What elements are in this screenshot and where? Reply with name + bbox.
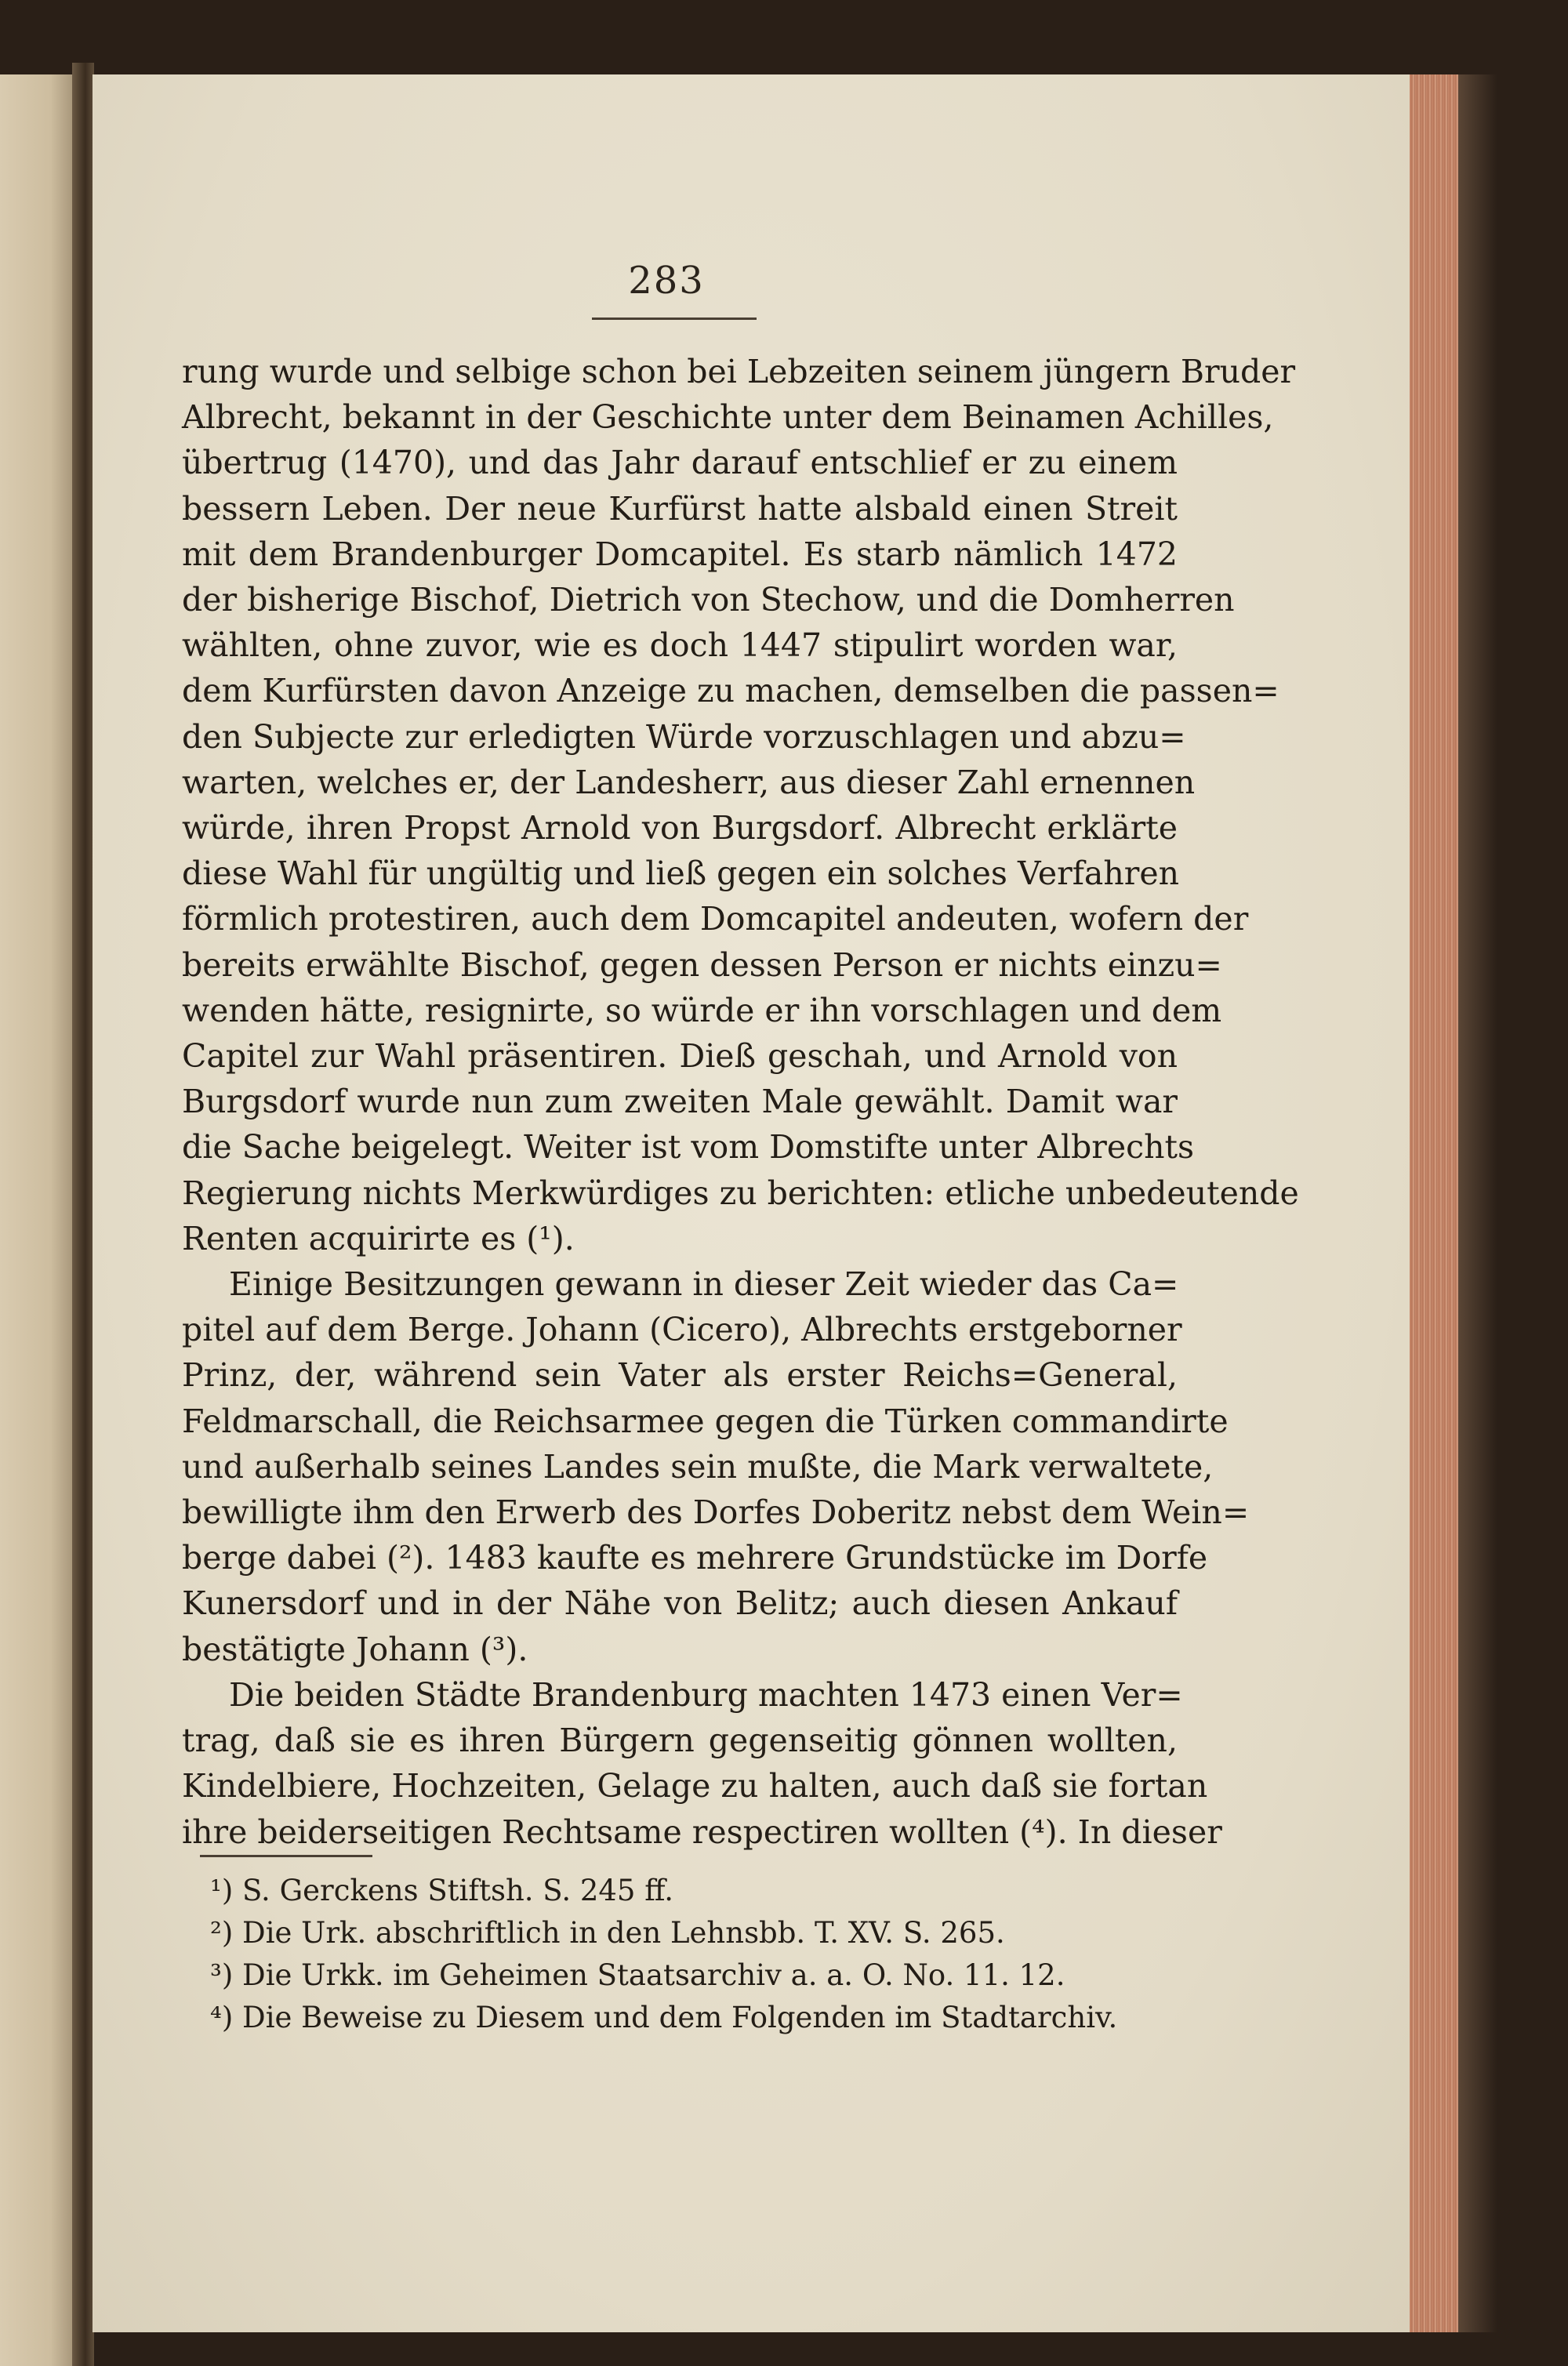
text-line: diese Wahl für ungültig und ließ gegen ein solches Verfahren <box>182 855 1180 893</box>
text-line: Renten acquirirte es (¹). <box>182 1219 575 1257</box>
text-line: förmlich protestiren, auch dem Domcapitel andeuten, wofern der <box>182 900 1249 938</box>
text-line: ihre beiderseitigen Rechtsame respectiren wollten (⁴). In dieser <box>182 1813 1222 1851</box>
text-line: die Sache beigelegt. Weiter ist vom Domstifte unter Albrechts <box>182 1128 1195 1167</box>
text-line: wählten, ohne zuvor, wie es doch 1447 stipulirt worden war, <box>182 626 1178 665</box>
text-line: warten, welches er, der Landesherr, aus dieser Zahl ernennen <box>182 763 1196 801</box>
footnote: ²) Die Urk. abschriftlich in den Lehnsbb. T. XV. S. 265. <box>210 1916 1005 1950</box>
text-line: den Subjecte zur erledigten Würde vorzuschlagen und abzu= <box>182 717 1186 756</box>
footnotes <box>210 1870 1182 2039</box>
text-line: Kindelbiere, Hochzeiten, Gelage zu halten, auch daß sie fortan <box>182 1767 1208 1805</box>
text-line: bessern Leben. Der neue Kurfürst hatte alsbald einen Streit <box>182 489 1178 528</box>
text-line: Prinz, der, während sein Vater als erster Reichs=General, <box>182 1356 1178 1395</box>
text-line: Kunersdorf und in der Nähe von Belitz; auch diesen Ankauf <box>182 1584 1178 1623</box>
footnote-rule <box>200 1855 372 1857</box>
text-line: würde, ihren Propst Arnold von Burgsdorf. Albrecht erklärte <box>182 809 1178 847</box>
text-line: Die beiden Städte Brandenburg machten 1473 einen Ver= <box>229 1675 1183 1714</box>
text-line: Regierung nichts Merkwürdiges zu berichten: etliche unbedeutende <box>182 1174 1299 1212</box>
text-line: Einige Besitzungen gewann in dieser Zeit wieder das Ca= <box>229 1265 1179 1304</box>
text-line: und außerhalb seines Landes sein mußte, die Mark verwaltete, <box>182 1447 1214 1486</box>
text-line: wenden hätte, resignirte, so würde er ihn vorschlagen und dem <box>182 991 1222 1029</box>
left-page-edge <box>0 74 72 2366</box>
text-line: Capitel zur Wahl präsentiren. Dieß geschah, und Arnold von <box>182 1037 1178 1076</box>
text-line: bestätigte Johann (³). <box>182 1630 528 1668</box>
text-line: Albrecht, bekannt in der Geschichte unter dem Beinamen Achilles, <box>182 398 1274 437</box>
page-number: 283 <box>628 259 705 303</box>
book-cover-edge <box>1458 74 1497 2332</box>
text-line: bewilligte ihm den Erwerb des Dorfes Doberitz nebst dem Wein= <box>182 1493 1250 1532</box>
text-line: bereits erwählte Bischof, gegen dessen Person er nichts einzu= <box>182 945 1222 984</box>
text-line: dem Kurfürsten davon Anzeige zu machen, demselben die passen= <box>182 672 1279 710</box>
book-gutter <box>72 63 94 2366</box>
footnote: ³) Die Urkk. im Geheimen Staatsarchiv a. a. O. No. 11. 12. <box>210 1958 1065 1992</box>
text-line: übertrug (1470), und das Jahr darauf entschlief er zu einem <box>182 444 1178 482</box>
text-line: mit dem Brandenburger Domcapitel. Es starb nämlich 1472 <box>182 535 1178 573</box>
text-line: berge dabei (²). 1483 kaufte es mehrere Grundstücke im Dorfe <box>182 1539 1208 1577</box>
body-text <box>182 349 1299 1855</box>
text-line: rung wurde und selbige schon bei Lebzeiten seinem jüngern Bruder <box>182 353 1296 390</box>
page-edges-red <box>1410 74 1458 2332</box>
text-line: der bisherige Bischof, Dietrich von Stechow, und die Domherren <box>182 581 1235 619</box>
page-number-rule <box>592 318 757 320</box>
text-line: trag, daß sie es ihren Bürgern gegenseitig gönnen wollten, <box>182 1722 1178 1760</box>
text-line: pitel auf dem Berge. Johann (Cicero), Albrechts erstgeborner <box>182 1311 1182 1349</box>
text-line: Burgsdorf wurde nun zum zweiten Male gewählt. Damit war <box>182 1083 1178 1121</box>
text-line: Feldmarschall, die Reichsarmee gegen die Türken commandirte <box>182 1402 1229 1440</box>
footnote: ¹) S. Gerckens Stiftsh. S. 245 ff. <box>210 1874 673 1907</box>
footnote: ⁴) Die Beweise zu Diesem und dem Folgenden im Stadtarchiv. <box>210 2001 1118 2034</box>
